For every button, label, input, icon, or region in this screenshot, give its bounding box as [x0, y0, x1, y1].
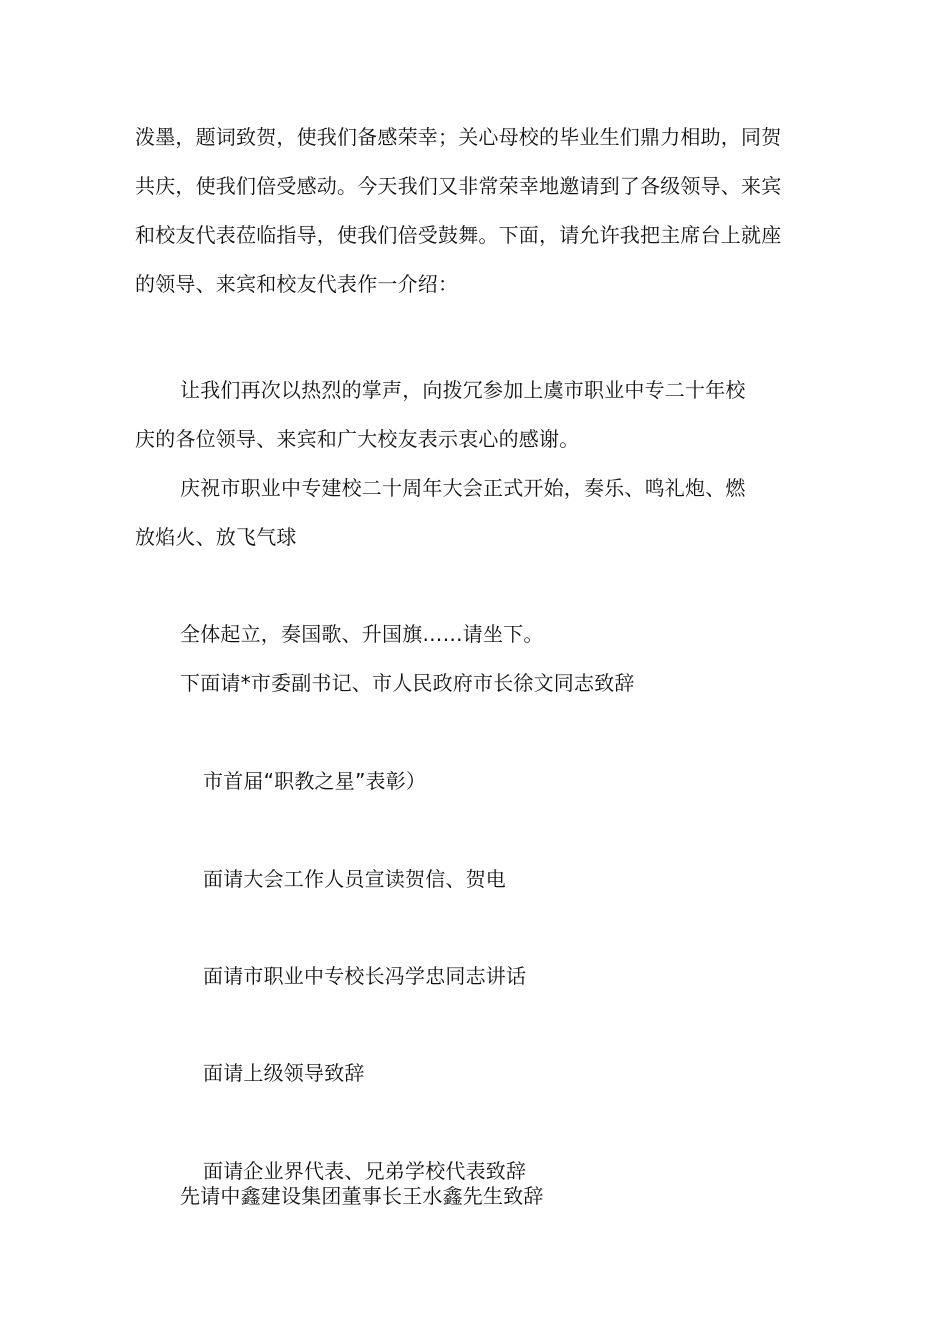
paragraph-line-4: 的领导、来宾和校友代表作一介绍： [135, 272, 459, 296]
paragraph-line-6: 庆的各位领导、来宾和广大校友表示衷心的感谢。 [135, 427, 580, 451]
paragraph-line-13: 面请市职业中专校长冯学忠同志讲话 [203, 964, 527, 988]
paragraph-line-14: 面请上级领导致辞 [203, 1061, 365, 1085]
paragraph-line-15: 面请企业界代表、兄弟学校代表致辞 [203, 1159, 527, 1183]
paragraph-line-11: 市首届“职教之星”表彰） [203, 769, 427, 793]
paragraph-line-2: 共庆，使我们倍受感动。今天我们又非常荣幸地邀请到了各级领导、来宾 [135, 174, 782, 198]
paragraph-line-10: 下面请*市委副书记、市人民政府市长徐文同志致辞 [180, 671, 635, 695]
paragraph-line-1: 泼墨，题词致贺，使我们备感荣幸；关心母校的毕业生们鼎力相助，同贺 [135, 125, 782, 149]
paragraph-line-9: 全体起立，奏国歌、升国旗……请坐下。 [180, 622, 544, 646]
paragraph-line-12: 面请大会工作人员宣读贺信、贺电 [203, 867, 506, 891]
paragraph-line-3: 和校友代表莅临指导，使我们倍受鼓舞。下面，请允许我把主席台上就座 [135, 223, 782, 247]
paragraph-line-5: 让我们再次以热烈的掌声，向拨冗参加上虞市职业中专二十年校 [180, 378, 746, 402]
paragraph-line-7: 庆祝市职业中专建校二十周年大会正式开始，奏乐、鸣礼炮、燃 [180, 476, 746, 500]
paragraph-line-8: 放焰火、放飞气球 [135, 525, 297, 549]
paragraph-line-16: 先请中鑫建设集团董事长王水鑫先生致辞 [180, 1184, 544, 1208]
